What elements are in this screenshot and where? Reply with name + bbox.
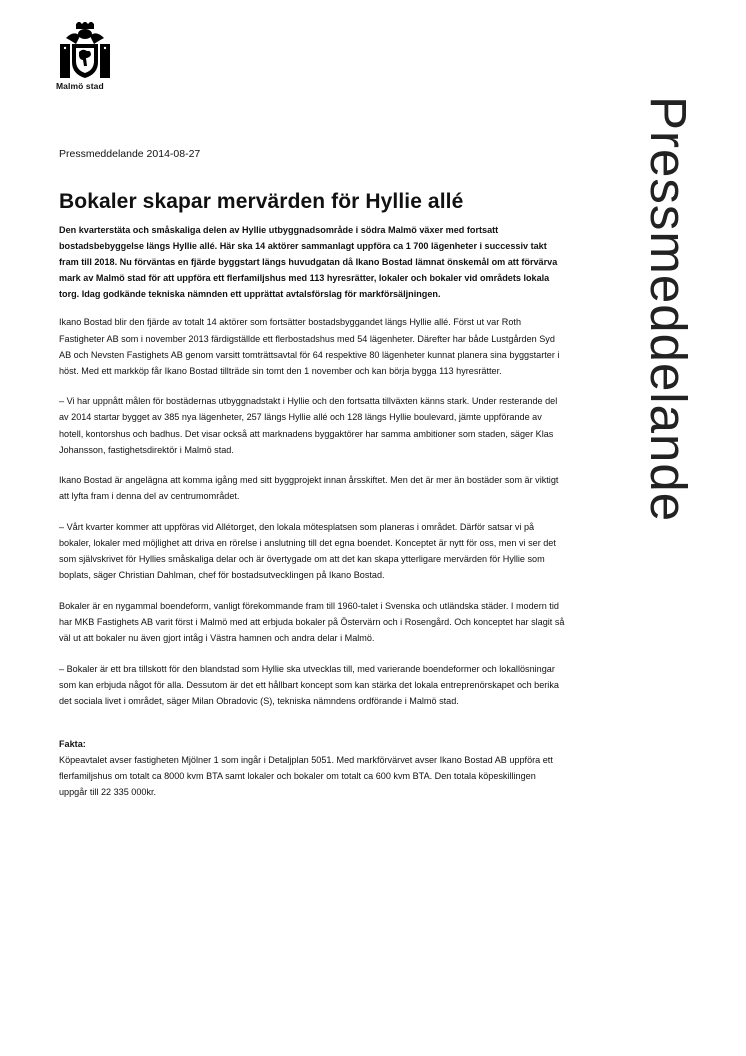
body-paragraph-6: – Bokaler är ett bra tillskott för den blandstad som Hyllie ska utvecklas till, med varierande boendeformer och lokallösningar som kan erbjuda något för alla. Dessutom är det ett hållbart koncept som kan stärka det lokala entreprenörskapet och berika det sociala livet i området, säger Milan Obradovic (S), tekniska nämndens ordförande i Malmö stad. bbox=[59, 663, 559, 706]
facts-section bbox=[59, 737, 565, 800]
malmo-logo bbox=[56, 22, 116, 91]
body-paragraph-4: – Vårt kvarter kommer att uppföras vid Allétorget, den lokala mötesplatsen som planeras i området. Därför satsar vi på bokaler, lokaler med möjlighet att driva en rörelse i anslutning till det egna boendet. Konceptet är nytt för oss, men vi ser det som självskrivet för Hyllies småskaliga delar och är övertygade om att det kan skapa ytterligare mervärden för Hyllie som boplats, säger Christian Dahlman, chef för bostadsutvecklingen på Ikano Bostad. bbox=[59, 521, 556, 581]
logo-text: Malmö stad bbox=[56, 81, 104, 91]
body-paragraph-2: – Vi har uppnått målen för bostädernas utbyggnadstakt i Hyllie och den fortsatta tillväxten känns stark. Under resterande del av 2014 startar bygget av 385 nya lägenheter, 257 längs Hyllie allé och 128 längs Hyllie boulevard, jämte uppförande av hotell, kontorshus och badhus. Det visar också att marknadens byggaktörer har samma ambitioner som staden, säger Klas Johansson, fastighetsdirektör i Malmö stad. bbox=[59, 396, 558, 455]
article bbox=[59, 190, 565, 800]
body-paragraph-3: Ikano Bostad är angelägna att komma igång med sitt byggprojekt innan årsskiftet. Men det är mer än bostäder som är viktigt att lyfta fram i denna del av centrumområdet. bbox=[59, 475, 559, 502]
body-paragraph-5: Bokaler är en nygammal boendeform, vanligt förekommande fram till 1960-talet i Svenska och utländska städer. I modern tid har MKB Fastighets AB varit först i Malmö med att erbjuda bokaler på Östervärn och i Rosengård. Och konceptet har slagit så väl ut att bokaler nu även gjort intåg i Västra hamnen och andra delar i Malmö. bbox=[59, 600, 565, 643]
coat-of-arms-icon bbox=[56, 22, 114, 80]
facts-text: Köpeavtalet avser fastigheten Mjölner 1 som ingår i Detaljplan 5051. Med markförvärvet avser Ikano Bostad AB uppföra ett flerfamiljshus om totalt ca 8000 kvm BTA samt lokaler och bokaler om totalt ca 600 kvm BTA. Den totala köpeskillingen uppgår till 22 335 000kr. bbox=[59, 754, 553, 798]
lead-paragraph: Den kvarterstäta och småskaliga delen av Hyllie utbyggnadsområde i södra Malmö växer med fortsatt bostadsbebyggelse längs Hyllie allé. Här ska 14 aktörer sammanlagt uppföra ca 1 700 lägenheter i successiv takt fram till 2018. Nu förväntas en fjärde byggstart längs huvudgatan då Ikano Bostad lämnat önskemål om att förvärva mark av Malmö stad för att uppföra ett flerfamiljshus med 113 hyresrätter, lokaler och bokaler vid områdets lokala torg. Idag godkände tekniska nämnden ett upprättat avtalsförslag för markförsäljningen. bbox=[59, 225, 558, 300]
facts-heading: Fakta: bbox=[59, 738, 86, 749]
body-paragraph-1: Ikano Bostad blir den fjärde av totalt 14 aktörer som fortsätter bostadsbyggandet längs Hyllie allé. Först ut var Roth Fastigheter AB som i november 2013 färdigställde ett flerbostadshus med 54 lägenheter. Därefter har både Lustgården Syd AB och Nevsten Fastighets AB genom varsitt tomträttsavtal för 64 respektive 80 lägenheter kunnat planera sina byggstarter i höst. Med ett markköp får Ikano Bostad tillträde sin tomt den 1 november och kan börja bygga 113 hyresrätter. bbox=[59, 317, 560, 376]
article-title: Bokaler skapar mervärden för Hyllie allé bbox=[59, 190, 464, 213]
side-title: Pressmeddelande bbox=[640, 96, 697, 523]
press-date: Pressmeddelande 2014-08-27 bbox=[59, 148, 201, 160]
